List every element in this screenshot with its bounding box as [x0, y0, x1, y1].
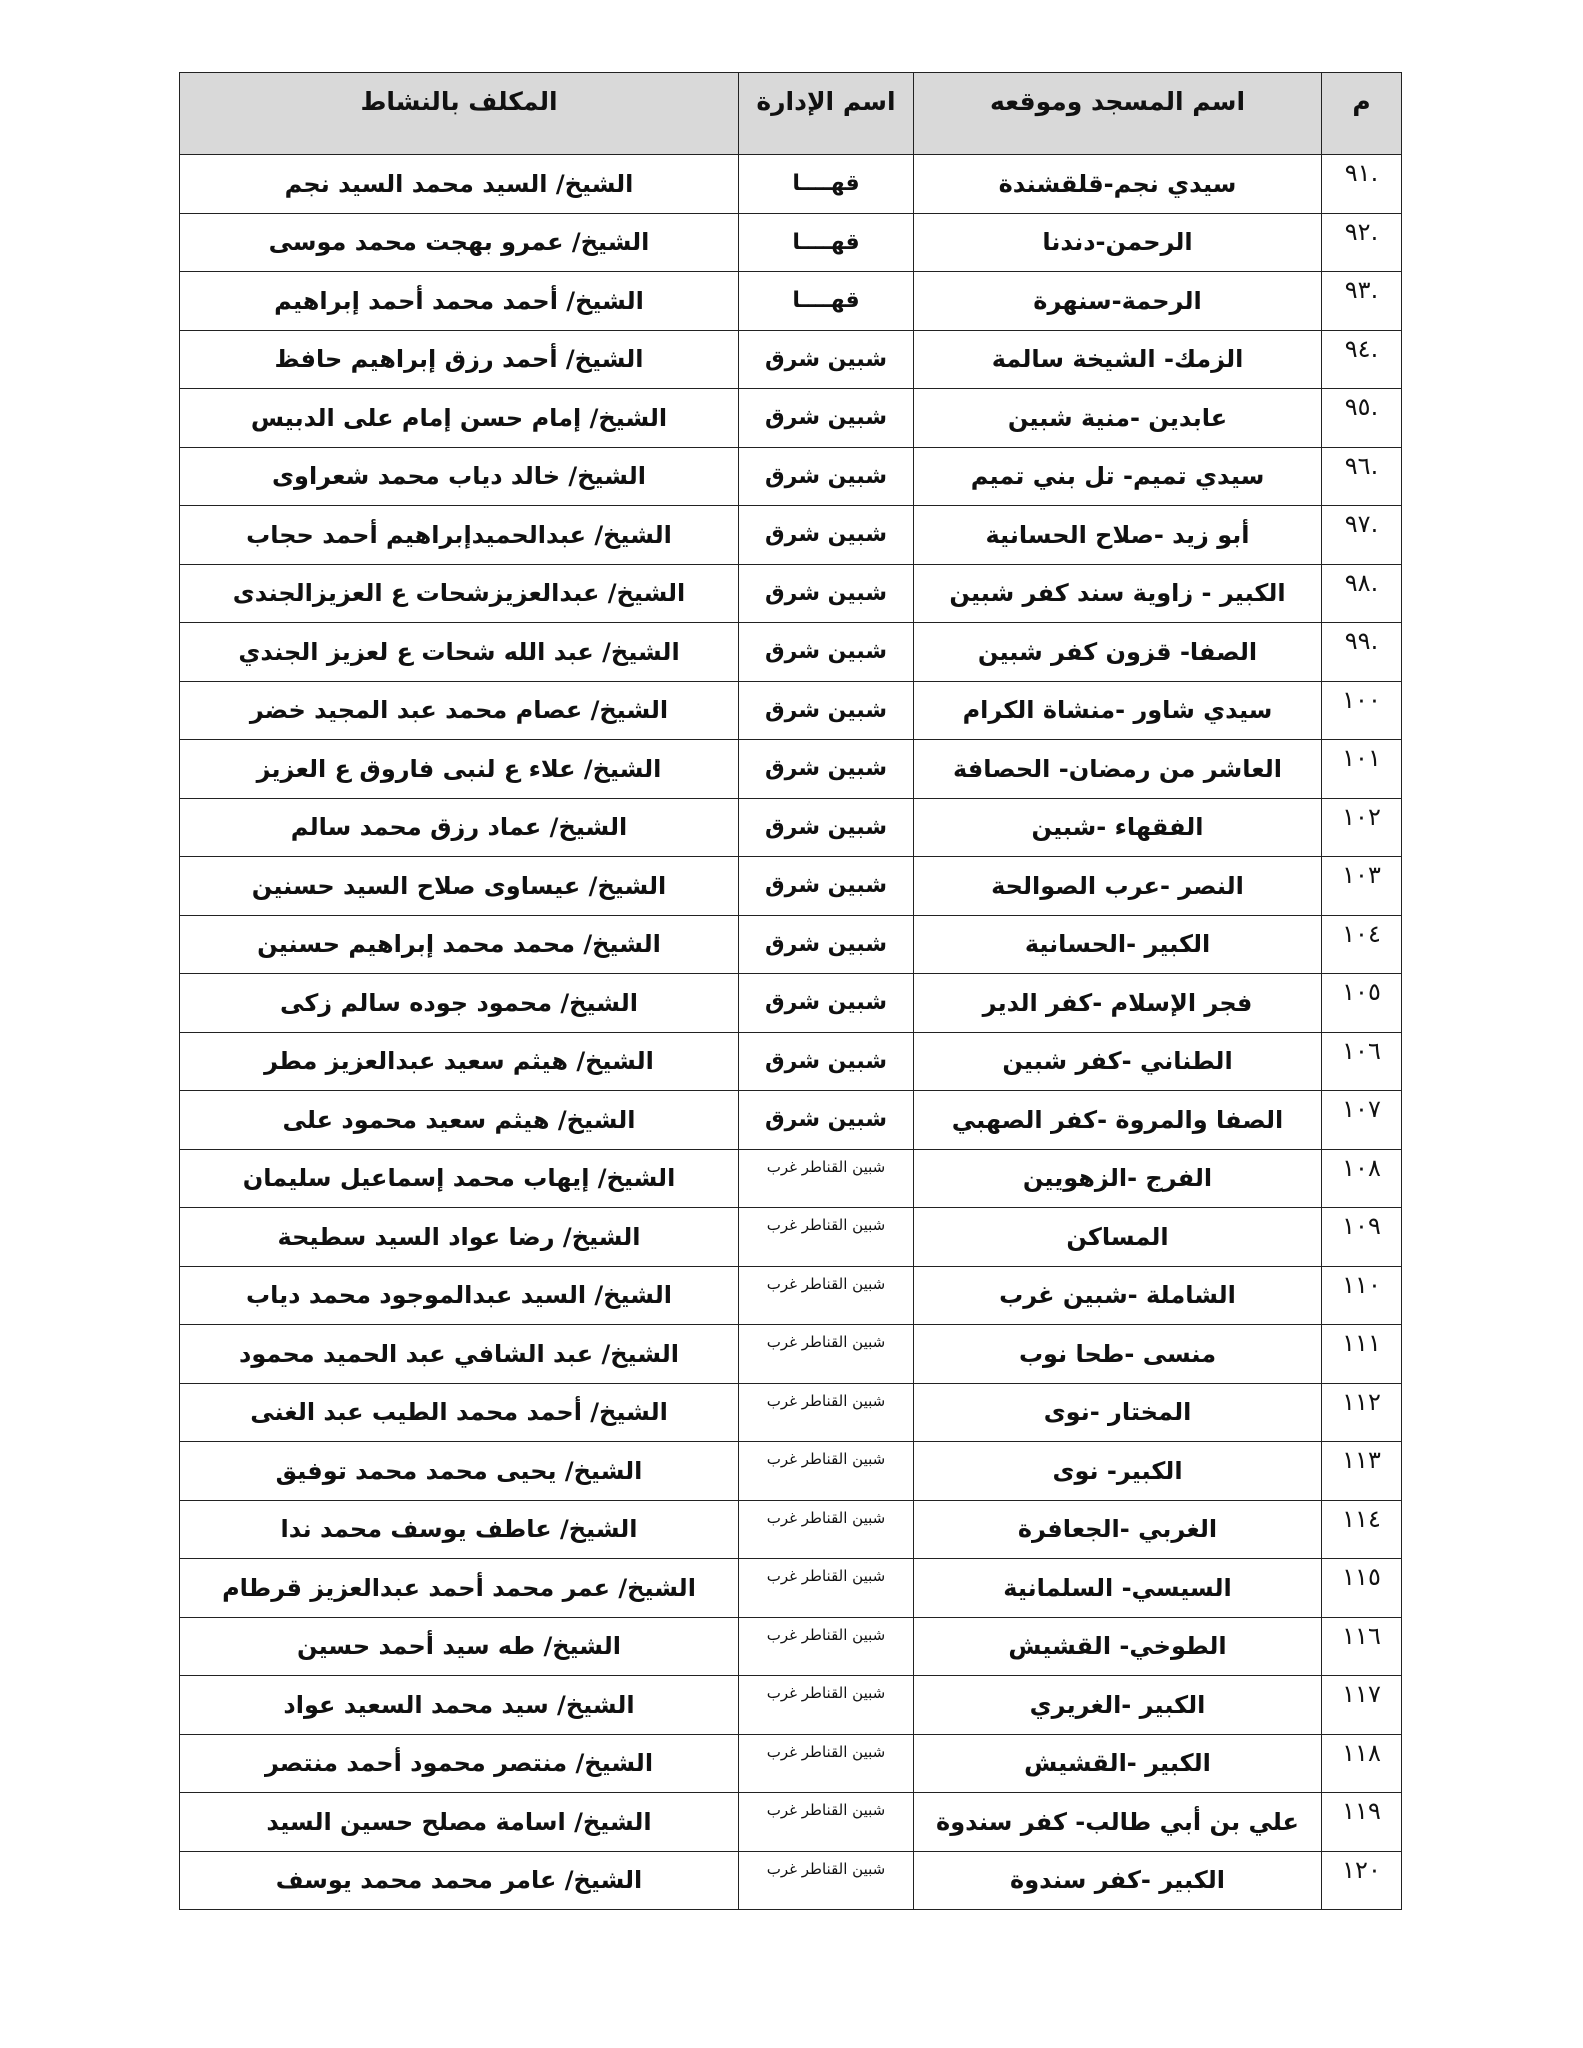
row-number: ٩٦. — [1322, 447, 1402, 506]
table-row — [180, 1266, 1402, 1325]
administration-name: شبين شرق — [739, 623, 914, 682]
table-row — [180, 1149, 1402, 1208]
row-number: ٩٩. — [1322, 623, 1402, 682]
administration-name: شبين شرق — [739, 564, 914, 623]
row-number: ١٠٤ — [1322, 915, 1402, 974]
mosque-name: سيدي شاور -منشاة الكرام — [914, 681, 1322, 740]
assigned-person: الشيخ/ عيساوى صلاح السيد حسنين — [180, 857, 739, 916]
row-number: ١٠٠ — [1322, 681, 1402, 740]
table-row — [180, 915, 1402, 974]
row-number: ١١٢ — [1322, 1383, 1402, 1442]
row-number: ٩٥. — [1322, 389, 1402, 448]
row-number: ٩٢. — [1322, 213, 1402, 272]
header-person: المكلف بالنشاط — [180, 73, 739, 155]
table-row — [180, 155, 1402, 214]
mosque-name: الكبير- نوى — [914, 1442, 1322, 1501]
administration-name: شبين القناطر غرب — [739, 1442, 914, 1501]
assigned-person: الشيخ/ هيثم سعيد عبدالعزيز مطر — [180, 1032, 739, 1091]
mosque-name: المختار -نوى — [914, 1383, 1322, 1442]
table-row — [180, 1617, 1402, 1676]
row-number: ٩١. — [1322, 155, 1402, 214]
table-row — [180, 798, 1402, 857]
assigned-person: الشيخ/ عصام محمد عبد المجيد خضر — [180, 681, 739, 740]
mosque-name: الكبير -كفر سندوة — [914, 1851, 1322, 1910]
mosque-name: النصر -عرب الصوالحة — [914, 857, 1322, 916]
mosque-name: أبو زيد -صلاح الحسانية — [914, 506, 1322, 565]
mosque-name: علي بن أبي طالب- كفر سندوة — [914, 1793, 1322, 1852]
assigned-person: الشيخ/ منتصر محمود أحمد منتصر — [180, 1734, 739, 1793]
assigned-person: الشيخ/ عامر محمد محمد يوسف — [180, 1851, 739, 1910]
row-number: ١١٥ — [1322, 1559, 1402, 1618]
mosque-name: الكبير -الغريري — [914, 1676, 1322, 1735]
row-number: ٩٣. — [1322, 272, 1402, 331]
mosque-assignment-table — [179, 72, 1402, 1910]
table-body — [180, 155, 1402, 1910]
row-number: ١٠٦ — [1322, 1032, 1402, 1091]
administration-name: شبين شرق — [739, 330, 914, 389]
assigned-person: الشيخ/ السيد عبدالموجود محمد دياب — [180, 1266, 739, 1325]
mosque-name: سيدي تميم- تل بني تميم — [914, 447, 1322, 506]
assigned-person: الشيخ/ عبد الله شحات ع لعزيز الجندي — [180, 623, 739, 682]
assigned-person: الشيخ/ هيثم سعيد محمود على — [180, 1091, 739, 1150]
table-row — [180, 1851, 1402, 1910]
mosque-name: الفرج -الزهويين — [914, 1149, 1322, 1208]
mosque-name: الكبير -الحسانية — [914, 915, 1322, 974]
administration-name: شبين شرق — [739, 857, 914, 916]
mosque-name: الرحمة-سنهرة — [914, 272, 1322, 331]
administration-name: شبين شرق — [739, 1032, 914, 1091]
mosque-name: الغربي -الجعافرة — [914, 1500, 1322, 1559]
assigned-person: الشيخ/ يحيى محمد محمد توفيق — [180, 1442, 739, 1501]
table-row — [180, 447, 1402, 506]
mosque-name: السيسي- السلمانية — [914, 1559, 1322, 1618]
assigned-person: الشيخ/ إيهاب محمد إسماعيل سليمان — [180, 1149, 739, 1208]
row-number: ١١٨ — [1322, 1734, 1402, 1793]
administration-name: شبين شرق — [739, 915, 914, 974]
row-number: ١٠٥ — [1322, 974, 1402, 1033]
assigned-person: الشيخ/ عبدالعزيزشحات ع العزيزالجندى — [180, 564, 739, 623]
mosque-name: الصفا- قزون كفر شبين — [914, 623, 1322, 682]
row-number: ١١٠ — [1322, 1266, 1402, 1325]
assigned-person: الشيخ/ عمرو بهجت محمد موسى — [180, 213, 739, 272]
row-number: ٩٨. — [1322, 564, 1402, 623]
assigned-person: الشيخ/ أحمد رزق إبراهيم حافظ — [180, 330, 739, 389]
row-number: ١٠٩ — [1322, 1208, 1402, 1267]
administration-name: شبين القناطر غرب — [739, 1266, 914, 1325]
table-row — [180, 740, 1402, 799]
assigned-person: الشيخ/ سيد محمد السعيد عواد — [180, 1676, 739, 1735]
mosque-name: الشاملة -شبين غرب — [914, 1266, 1322, 1325]
mosque-name: فجر الإسلام -كفر الدير — [914, 974, 1322, 1033]
assigned-person: الشيخ/ طه سيد أحمد حسين — [180, 1617, 739, 1676]
assigned-person: الشيخ/ محمود جوده سالم زكى — [180, 974, 739, 1033]
table-row — [180, 681, 1402, 740]
assigned-person: الشيخ/ محمد محمد إبراهيم حسنين — [180, 915, 739, 974]
table-row — [180, 1442, 1402, 1501]
assigned-person: الشيخ/ أحمد محمد الطيب عبد الغنى — [180, 1383, 739, 1442]
table-row — [180, 389, 1402, 448]
header-num: م — [1322, 73, 1402, 155]
table-row — [180, 1325, 1402, 1384]
mosque-name: العاشر من رمضان- الحصافة — [914, 740, 1322, 799]
administration-name: شبين القناطر غرب — [739, 1208, 914, 1267]
mosque-name: الرحمن-دندنا — [914, 213, 1322, 272]
table-row — [180, 1793, 1402, 1852]
mosque-name: الكبير - زاوية سند كفر شبين — [914, 564, 1322, 623]
administration-name: شبين القناطر غرب — [739, 1325, 914, 1384]
table-row — [180, 1208, 1402, 1267]
header-admin: اسم الإدارة — [739, 73, 914, 155]
assigned-person: الشيخ/ عبدالحميدإبراهيم أحمد حجاب — [180, 506, 739, 565]
assigned-person: الشيخ/ أحمد محمد أحمد إبراهيم — [180, 272, 739, 331]
row-number: ١٢٠ — [1322, 1851, 1402, 1910]
administration-name: شبين شرق — [739, 506, 914, 565]
header-mosque: اسم المسجد وموقعه — [914, 73, 1322, 155]
mosque-name: الصفا والمروة -كفر الصهبي — [914, 1091, 1322, 1150]
table-row — [180, 857, 1402, 916]
row-number: ١٠٢ — [1322, 798, 1402, 857]
table-row — [180, 1500, 1402, 1559]
mosque-name: عابدين -منية شبين — [914, 389, 1322, 448]
administration-name: قهــــا — [739, 213, 914, 272]
administration-name: شبين القناطر غرب — [739, 1676, 914, 1735]
row-number: ١١٧ — [1322, 1676, 1402, 1735]
assigned-person: الشيخ/ عماد رزق محمد سالم — [180, 798, 739, 857]
mosque-name: الكبير -القشيش — [914, 1734, 1322, 1793]
mosque-name: الطوخي- القشيش — [914, 1617, 1322, 1676]
table-row — [180, 506, 1402, 565]
administration-name: شبين شرق — [739, 740, 914, 799]
table-row — [180, 974, 1402, 1033]
mosque-name: الزمك- الشيخة سالمة — [914, 330, 1322, 389]
administration-name: شبين شرق — [739, 447, 914, 506]
assigned-person: الشيخ/ إمام حسن إمام على الدبيس — [180, 389, 739, 448]
table-row — [180, 272, 1402, 331]
row-number: ١١٣ — [1322, 1442, 1402, 1501]
administration-name: شبين شرق — [739, 1091, 914, 1150]
administration-name: قهــــا — [739, 272, 914, 331]
row-number: ٩٤. — [1322, 330, 1402, 389]
table-row — [180, 1091, 1402, 1150]
table-row — [180, 564, 1402, 623]
mosque-name: الطناني -كفر شبين — [914, 1032, 1322, 1091]
administration-name: شبين شرق — [739, 798, 914, 857]
mosque-name: المساكن — [914, 1208, 1322, 1267]
table-row — [180, 1559, 1402, 1618]
administration-name: شبين شرق — [739, 389, 914, 448]
mosque-name: سيدي نجم-قلقشندة — [914, 155, 1322, 214]
row-number: ١٠٧ — [1322, 1091, 1402, 1150]
table-row — [180, 1734, 1402, 1793]
assigned-person: الشيخ/ عاطف يوسف محمد ندا — [180, 1500, 739, 1559]
row-number: ١١٩ — [1322, 1793, 1402, 1852]
table-row — [180, 330, 1402, 389]
table-row — [180, 213, 1402, 272]
mosque-name: منسى -طحا نوب — [914, 1325, 1322, 1384]
administration-name: شبين القناطر غرب — [739, 1383, 914, 1442]
administration-name: شبين القناطر غرب — [739, 1734, 914, 1793]
assigned-person: الشيخ/ خالد دياب محمد شعراوى — [180, 447, 739, 506]
assigned-person: الشيخ/ علاء ع لنبى فاروق ع العزيز — [180, 740, 739, 799]
table-row — [180, 1676, 1402, 1735]
administration-name: شبين القناطر غرب — [739, 1617, 914, 1676]
row-number: ٩٧. — [1322, 506, 1402, 565]
assigned-person: الشيخ/ عبد الشافي عبد الحميد محمود — [180, 1325, 739, 1384]
row-number: ١٠٨ — [1322, 1149, 1402, 1208]
assigned-person: الشيخ/ رضا عواد السيد سطيحة — [180, 1208, 739, 1267]
row-number: ١١١ — [1322, 1325, 1402, 1384]
row-number: ١١٤ — [1322, 1500, 1402, 1559]
row-number: ١٠٣ — [1322, 857, 1402, 916]
row-number: ١١٦ — [1322, 1617, 1402, 1676]
administration-name: شبين القناطر غرب — [739, 1149, 914, 1208]
administration-name: شبين شرق — [739, 681, 914, 740]
administration-name: شبين القناطر غرب — [739, 1559, 914, 1618]
administration-name: قهــــا — [739, 155, 914, 214]
administration-name: شبين القناطر غرب — [739, 1851, 914, 1910]
table-header-row — [180, 73, 1402, 155]
administration-name: شبين شرق — [739, 974, 914, 1033]
table-row — [180, 623, 1402, 682]
document-table-wrapper — [179, 72, 1401, 1910]
row-number: ١٠١ — [1322, 740, 1402, 799]
table-row — [180, 1032, 1402, 1091]
administration-name: شبين القناطر غرب — [739, 1793, 914, 1852]
assigned-person: الشيخ/ اسامة مصلح حسين السيد — [180, 1793, 739, 1852]
assigned-person: الشيخ/ السيد محمد السيد نجم — [180, 155, 739, 214]
assigned-person: الشيخ/ عمر محمد أحمد عبدالعزيز قرطام — [180, 1559, 739, 1618]
administration-name: شبين القناطر غرب — [739, 1500, 914, 1559]
table-row — [180, 1383, 1402, 1442]
mosque-name: الفقهاء -شبين — [914, 798, 1322, 857]
